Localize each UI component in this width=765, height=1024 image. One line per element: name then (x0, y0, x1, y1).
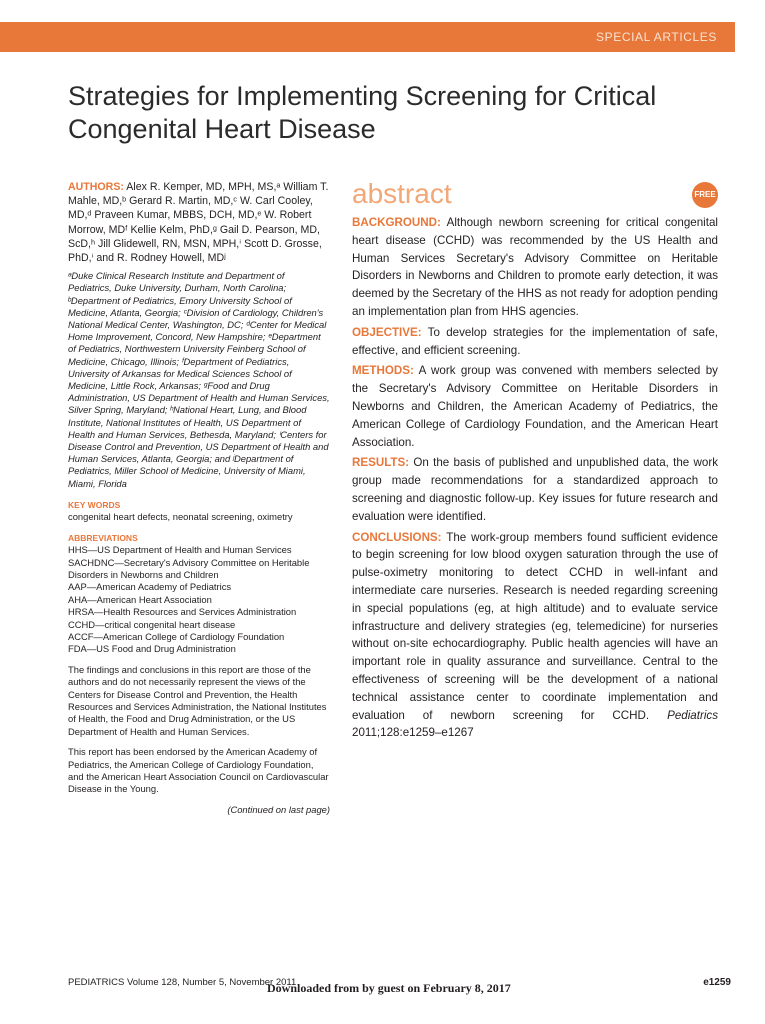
keywords-text: congenital heart defects, neonatal screening, oximetry (68, 511, 293, 523)
section-header-bar (0, 22, 735, 52)
abstract-objective (352, 324, 718, 360)
abbreviation-item: HRSA—Health Resources and Services Administration (68, 606, 297, 618)
abbreviation-item: SACHDNC—Secretary's Advisory Committee on Heritable Disorders in Newborns and Children (68, 556, 310, 580)
disclaimer-note: The findings and conclusions in this report are those of the authors and do not necessarily represent the views of the Centers for Disease Control and Prevention, the Health Resources and Services Administration, the National Institutes of Health, the Food and Drug Administration, or the US Department of Health and Human Services. (68, 663, 327, 737)
footer-downloaded: Downloaded from by guest on February 8, 2017 (267, 981, 511, 995)
keywords-heading: KEY WORDS (68, 499, 121, 510)
free-badge: FREE (692, 182, 718, 208)
background-text: Although newborn screening for critical congenital heart disease (CCHD) was recommended by the US Health and Human Services Secretary's Advisory Committee on Heritable Disorders in Newborns and Children to promote early detection, it was deemed by the Secretary of the HHS as not ready for adoption pending an implementation plan from HHS agencies. (352, 216, 718, 318)
methods-label: METHODS: (352, 364, 414, 378)
article-title: Strategies for Implementing Screening for Critical Congenital Heart Disease (68, 81, 657, 144)
endorsement-note: This report has been endorsed by the American Academy of Pediatrics, the American College of Cardiology Foundation, and the American Heart Association Council on Cardiovascular Disease in the Young. (68, 746, 329, 795)
methods-text: A work group was convened with members selected by the Secretary's Advisory Committee on Heritable Disorders in Newborns and Children, the American Academy of Pediatrics, the American College of Cardiology Foundation, and the American Heart Association. (352, 364, 718, 449)
authors-block (68, 180, 330, 265)
abstract-background (352, 214, 718, 321)
continued-note: (Continued on last page) (227, 803, 330, 815)
abstract-conclusions (352, 529, 718, 743)
abbreviation-item: AAP—American Academy of Pediatrics (68, 581, 232, 593)
objective-text: To develop strategies for the implementation of safe, effective, and efficient screening. (352, 325, 718, 357)
footer-journal-info: PEDIATRICS Volume 128, Number 5, November 2011 (68, 977, 297, 988)
left-column (68, 180, 330, 816)
results-text: On the basis of published and unpublished data, the work group made recommendations for a standardized approach to screening and diagnostic follow-up. Key issues for future research and evaluation were identified. (352, 456, 718, 523)
affiliations: ᵃDuke Clinical Research Institute and Department of Pediatrics, Duke University, Durham, North Carolina; ᵇDepartment of Pediatrics, Emory University School of Medicine, Atlanta, Georgia; ᶜDivision of Cardiology, Children's National Medical Center, Washington, DC; ᵈCenter for Medical Home Improvement, Concord, New Hampshire; ᵉDepartment of Pediatrics, Northwestern University Feinberg School of Medicine, Chicago, Illinois; ᶠDepartment of Pediatrics, University of Arkansas for Medical Sciences School of Medicine, Little Rock, Arkansas; ᵍFood and Drug Administration, US Department of Health and Human Services, Silver Spring, Maryland; ʰNational Heart, Lung, and Blood Institute, National Institutes of Health, US Department of Health and Human Services, Bethesda, Maryland; ⁱCenters for Disease Control and Prevention, US Department of Health and Human Services, Atlanta, Georgia; and ʲDepartment of Pediatrics, Miller School of Medicine, University of Miami, Miami, Florida (68, 270, 330, 489)
abstract-results (352, 454, 718, 525)
abstract-methods (352, 362, 718, 451)
footer-page-number: e1259 (703, 977, 731, 988)
section-label: SPECIAL ARTICLES (596, 30, 717, 44)
conclusions-text: The work-group members found sufficient evidence to begin screening for low blood oxygen saturation through the use of pulse-oximetry monitoring to detect CCHD in well-infant and intermediate care nurseries. Research is needed regarding screening in special populations (eg, at high altitude) and to evaluate service infrastructure and delivery strategies (eg, telemedicine) for nurseries without on-site echocardiography. Public health agencies will have an important role in quality assurance and surveillance. Central to the effectiveness of screening will be the development of a national technical assistance center to coordinate implementation and evaluation of newborn screening for CCHD. (352, 530, 719, 722)
background-label: BACKGROUND: (352, 216, 441, 229)
abbreviation-item: AHA—American Heart Association (68, 593, 212, 605)
abstract-column (352, 178, 718, 745)
abbreviations-list (68, 544, 330, 656)
conclusions-label: CONCLUSIONS: (352, 530, 442, 544)
authors-label: AUTHORS: (68, 181, 124, 193)
abbreviation-item: HHS—US Department of Health and Human Services (68, 544, 292, 556)
authors-text: Alex R. Kemper, MD, MPH, MS,ᵃ William T. Mahle, MD,ᵇ Gerard R. Martin, MD,ᶜ W. Carl Cooley, MD,ᵈ Praveen Kumar, MBBS, DCH, MD,ᵉ W. Robert Morrow, MDᶠ Kellie Kelm, PhD,ᵍ Gail D. Pearson, MD, ScD,ʰ Jill Glidewell, RN, MSN, MPH,ⁱ Scott D. Grosse, PhD,ⁱ and R. Rodney Howell, MDʲ (68, 181, 329, 265)
objective-label: OBJECTIVE: (352, 325, 422, 339)
journal-name: Pediatrics (667, 708, 718, 722)
abbreviation-item: CCHD—critical congenital heart disease (68, 618, 236, 630)
abbreviation-item: FDA—US Food and Drug Administration (68, 643, 236, 655)
abstract-heading: abstract (352, 178, 452, 209)
abbreviations-heading: ABBREVIATIONS (68, 532, 138, 543)
results-label: RESULTS: (352, 456, 410, 470)
abbreviation-item: ACCF—American College of Cardiology Foundation (68, 630, 285, 642)
citation: 2011;128:e1259–e1267 (352, 726, 474, 740)
